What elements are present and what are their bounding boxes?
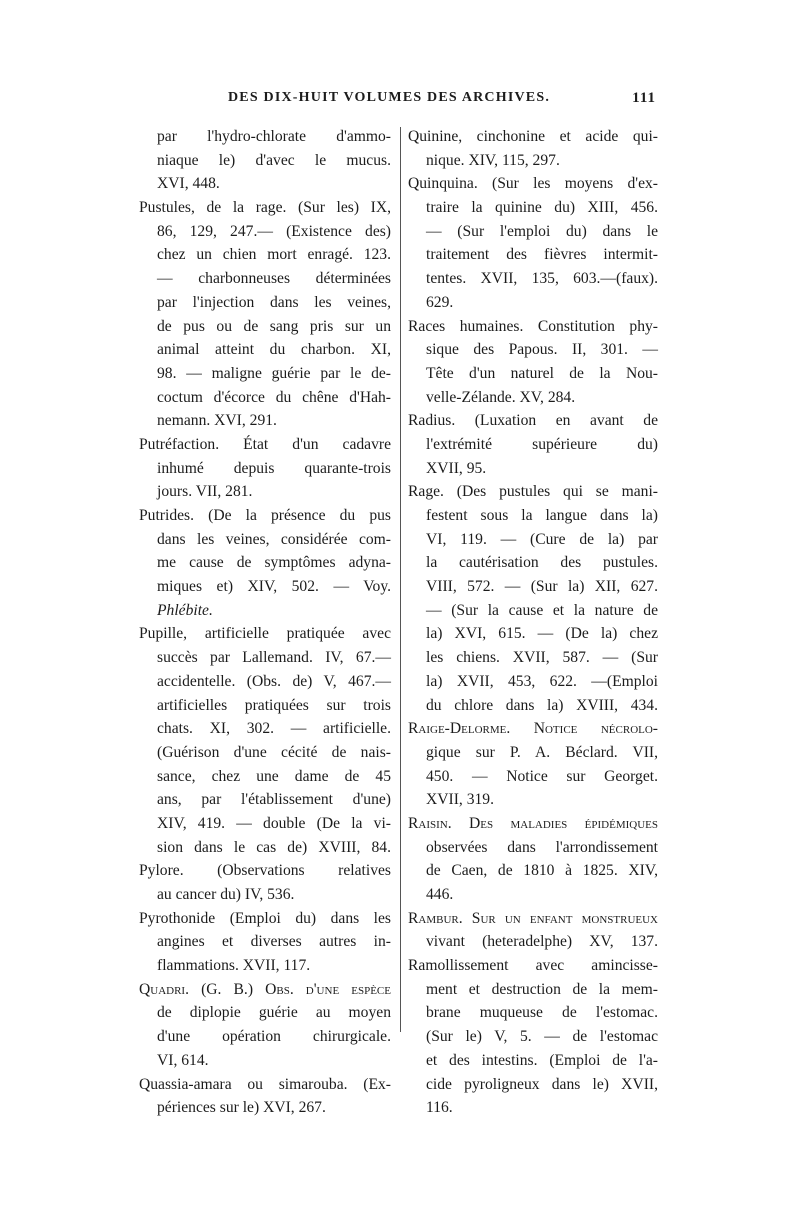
index-line: 450. — Notice sur Georget. bbox=[426, 767, 658, 785]
index-line: velle-Zélande. XV, 284. bbox=[426, 388, 576, 406]
index-line: cide pyroligneux dans le) XVII, bbox=[426, 1075, 658, 1093]
index-line: Raige-Delorme. Notice nécrolo- bbox=[408, 720, 658, 738]
index-line: la) XVII, 453, 622. —(Emploi bbox=[426, 672, 658, 690]
index-line: XVII, 319. bbox=[426, 791, 494, 809]
index-line: Quassia-amara ou simarouba. (Ex- bbox=[139, 1075, 391, 1093]
index-line: Pylore. (Observations relatives bbox=[139, 862, 391, 880]
index-line: 446. bbox=[426, 886, 454, 903]
index-line: traitement des fièvres intermit- bbox=[426, 246, 658, 264]
index-line: Radius. (Luxation en avant de bbox=[408, 412, 658, 430]
index-line: de diplopie guérie au moyen bbox=[157, 1004, 391, 1022]
left-index-column bbox=[139, 125, 391, 1120]
index-line: tentes. XVII, 135, 603.—(faux). bbox=[426, 270, 658, 288]
index-line: de Caen, de 1810 à 1825. XIV, bbox=[426, 862, 658, 880]
index-line: coctum d'écorce du chêne d'Hah- bbox=[157, 388, 391, 406]
index-line: succès par Lallemand. IV, 67.— bbox=[157, 649, 391, 667]
index-line: la) XVI, 615. — (De la) chez bbox=[426, 625, 658, 643]
index-line: me cause de symptômes adyna- bbox=[157, 554, 391, 572]
index-line: jours. VII, 281. bbox=[157, 483, 253, 501]
index-line: Quinine, cinchonine et acide qui- bbox=[408, 128, 658, 145]
index-line: nique. XIV, 115, 297. bbox=[426, 151, 560, 169]
index-line: 86, 129, 247.— (Existence des) bbox=[157, 222, 391, 240]
index-line: chats. XI, 302. — artificielle. bbox=[157, 720, 391, 738]
index-line: 116. bbox=[426, 1099, 453, 1117]
index-line: de pus ou de sang pris sur un bbox=[157, 317, 391, 335]
index-line: angines et diverses autres in- bbox=[157, 933, 391, 951]
index-line: sance, chez une dame de 45 bbox=[157, 767, 391, 785]
index-line: d'une opération chirurgicale. bbox=[157, 1028, 391, 1046]
index-line: au cancer du) IV, 536. bbox=[157, 886, 295, 903]
index-line: XVI, 448. bbox=[157, 175, 220, 193]
page-number: 111 bbox=[632, 90, 656, 106]
index-line: Raisin. Des maladies épidémiques bbox=[408, 814, 658, 832]
index-line: les chiens. XVII, 587. — (Sur bbox=[426, 649, 658, 667]
index-line: niaque le) d'avec le mucus. bbox=[157, 151, 391, 169]
index-line: nemann. XVI, 291. bbox=[157, 412, 277, 430]
index-line: Pustules, de la rage. (Sur les) IX, bbox=[139, 199, 391, 217]
index-line: festent sous la langue dans la) bbox=[426, 507, 658, 524]
index-line: Quinquina. (Sur les moyens d'ex- bbox=[408, 175, 658, 193]
index-line: Tête d'un naturel de la Nou- bbox=[426, 364, 658, 382]
index-line: du chlore dans la) XVIII, 434. bbox=[426, 696, 658, 714]
index-line: observées dans l'arrondissement bbox=[426, 838, 658, 856]
index-line: traire la quinine du) XIII, 456. bbox=[426, 199, 658, 217]
column-divider bbox=[400, 127, 401, 1032]
index-line: gique sur P. A. Béclard. VII, bbox=[426, 743, 658, 761]
index-line: — (Sur la cause et la nature de bbox=[426, 601, 658, 619]
index-line: périences sur le) XVI, 267. bbox=[157, 1099, 326, 1117]
index-line: par l'injection dans les veines, bbox=[157, 293, 391, 311]
index-line: Phlébite. bbox=[157, 601, 213, 619]
index-line: l'extrémité supérieure du) bbox=[426, 435, 658, 453]
index-line: chez un chien mort enragé. 123. bbox=[157, 246, 391, 264]
index-line: — charbonneuses déterminées bbox=[157, 270, 391, 288]
running-head bbox=[228, 90, 656, 116]
index-line: Pyrothonide (Emploi du) dans les bbox=[139, 909, 391, 927]
right-index-column bbox=[408, 125, 658, 1120]
index-line: ment et destruction de la mem- bbox=[426, 980, 658, 998]
index-line: miques et) XIV, 502. — Voy. bbox=[157, 578, 391, 596]
index-line: sion dans le cas de) XVIII, 84. bbox=[157, 838, 391, 856]
index-line: animal atteint du charbon. XI, bbox=[157, 341, 391, 359]
index-line: Pupille, artificielle pratiquée avec bbox=[139, 625, 391, 643]
index-line: — (Sur l'emploi du) dans le bbox=[426, 222, 658, 240]
index-line: dans les veines, considérée com- bbox=[157, 530, 391, 548]
index-line: la cautérisation des pustules. bbox=[426, 554, 658, 572]
index-line: VI, 614. bbox=[157, 1051, 209, 1069]
index-line: (Sur le) V, 5. — de l'estomac bbox=[426, 1028, 658, 1046]
index-line: Races humaines. Constitution phy- bbox=[408, 317, 658, 335]
index-line: brane muqueuse de l'estomac. bbox=[426, 1004, 658, 1022]
index-line: VI, 119. — (Cure de la) par bbox=[426, 530, 658, 548]
index-line: Rambur. Sur un enfant monstrueux bbox=[408, 909, 658, 927]
running-head-title: DES DIX-HUIT VOLUMES DES ARCHIVES. bbox=[228, 90, 551, 105]
index-line: et des intestins. (Emploi de l'a- bbox=[426, 1051, 658, 1069]
index-line: Ramollissement avec amincisse- bbox=[408, 957, 658, 975]
index-line: Quadri. (G. B.) Obs. d'une espèce bbox=[139, 980, 391, 998]
index-line: accidentelle. (Obs. de) V, 467.— bbox=[157, 672, 391, 690]
index-line: inhumé depuis quarante-trois bbox=[157, 459, 391, 477]
index-line: 629. bbox=[426, 293, 454, 311]
index-line: XIV, 419. — double (De la vi- bbox=[157, 814, 391, 832]
index-line: ans, par l'établissement d'une) bbox=[157, 791, 391, 809]
index-line: 98. — maligne guérie par le de- bbox=[157, 364, 391, 382]
index-line: Putréfaction. État d'un cadavre bbox=[139, 435, 391, 453]
index-line: par l'hydro-chlorate d'ammo- bbox=[157, 128, 391, 145]
index-line: (Guérison d'une cécité de nais- bbox=[157, 743, 391, 761]
index-line: sique des Papous. II, 301. — bbox=[426, 341, 658, 359]
index-line: VIII, 572. — (Sur la) XII, 627. bbox=[426, 578, 658, 596]
index-line: flammations. XVII, 117. bbox=[157, 957, 311, 975]
index-line: artificielles pratiquées sur trois bbox=[157, 696, 391, 714]
index-line: Rage. (Des pustules qui se mani- bbox=[408, 483, 658, 501]
index-line: vivant (heteradelphe) XV, 137. bbox=[426, 933, 658, 951]
index-line: Putrides. (De la présence du pus bbox=[139, 507, 391, 524]
index-line: XVII, 95. bbox=[426, 459, 487, 477]
